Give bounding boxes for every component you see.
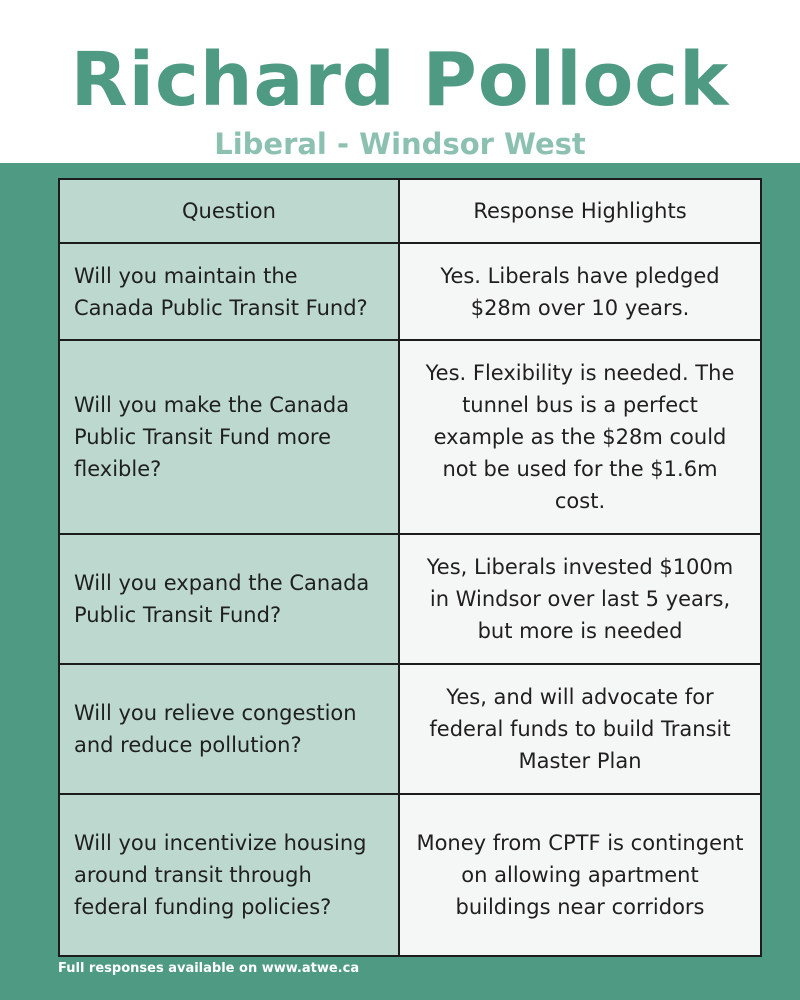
response-cell: Money from CPTF is contingent on allowing apartment buildings near corridors [399, 794, 761, 956]
table-row [59, 340, 761, 534]
question-cell: Will you relieve congestion and reduce pollution? [59, 664, 399, 794]
response-cell: Yes. Flexibility is needed. The tunnel bus is a perfect example as the $28m could not be used for the $1.6m cost. [399, 340, 761, 534]
responses-table [58, 178, 762, 957]
question-cell: Will you make the Canada Public Transit Fund more flexible? [59, 340, 399, 534]
response-column-header: Response Highlights [399, 179, 761, 243]
header [0, 0, 800, 163]
table-row [59, 794, 761, 956]
table-row [59, 243, 761, 340]
question-cell: Will you expand the Canada Public Transit Fund? [59, 534, 399, 664]
table-row [59, 534, 761, 664]
question-cell: Will you maintain the Canada Public Transit Fund? [59, 243, 399, 340]
response-cell: Yes, Liberals invested $100m in Windsor over last 5 years, but more is needed [399, 534, 761, 664]
response-cell: Yes. Liberals have pledged $28m over 10 years. [399, 243, 761, 340]
question-column-header: Question [59, 179, 399, 243]
footer-note: Full responses available on www.atwe.ca [58, 961, 360, 976]
question-cell: Will you incentivize housing around transit through federal funding policies? [59, 794, 399, 956]
party-riding: Liberal - Windsor West [214, 127, 586, 161]
table-row [59, 664, 761, 794]
table-header-row [59, 179, 761, 243]
response-cell: Yes, and will advocate for federal funds to build Transit Master Plan [399, 664, 761, 794]
candidate-name: Richard Pollock [70, 37, 730, 123]
